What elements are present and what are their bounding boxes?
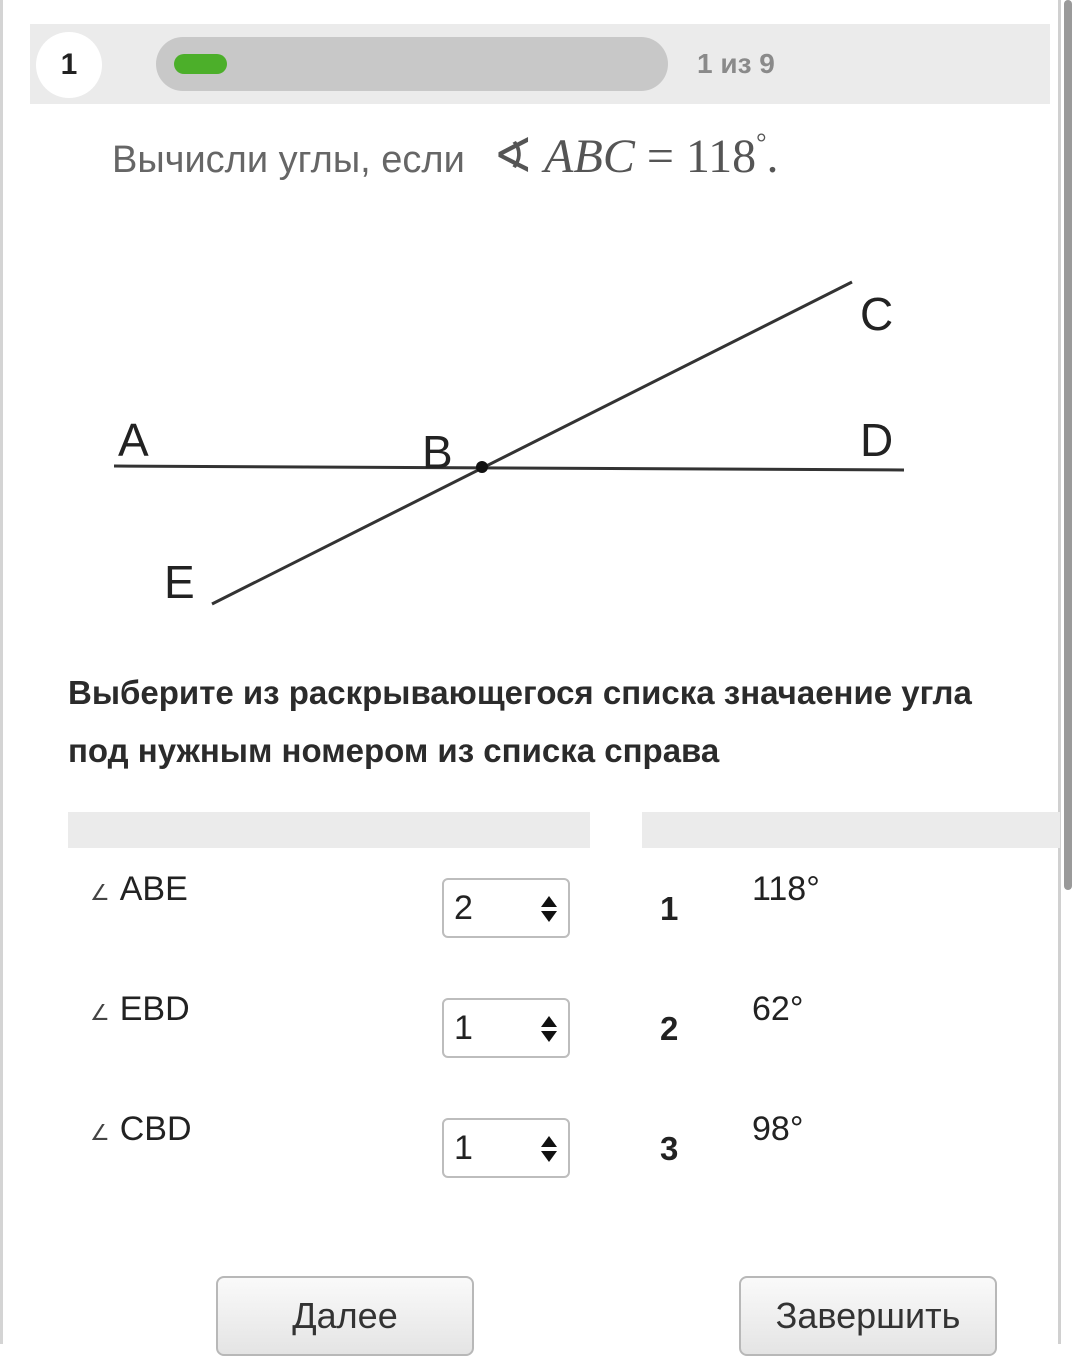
question-number-badge: 1 [36,32,102,98]
selected-value: 2 [454,889,473,927]
scrollbar[interactable] [1064,0,1072,890]
finish-button[interactable]: Завершить [739,1276,997,1356]
equals-sign: = [646,130,674,183]
option-number: 3 [660,1130,679,1167]
angle-label-abe [90,870,188,909]
select-arrows-icon [540,1012,558,1046]
point-b-dot [476,461,488,473]
progress-bar-fill [174,54,227,74]
question-formula [493,128,779,184]
angles-column-header [68,812,590,848]
option-value: 98° [752,1110,804,1148]
line-ec [212,282,852,604]
angle-name: CBD [119,1110,192,1148]
label-d: D [860,414,894,466]
angle-label-cbd [90,1110,192,1149]
progress-bar [156,37,668,91]
option-number: 2 [660,1010,679,1047]
line-ad [114,466,904,470]
question-counter: 1 из 9 [697,48,775,79]
answer-select-cbd[interactable] [442,1118,570,1178]
angle-label-ebd [90,990,190,1029]
degree-sign: ° [756,128,767,157]
select-arrows-icon [540,892,558,926]
question-text [112,128,779,192]
option-value: 62° [752,990,804,1028]
angle-name: EBD [119,990,190,1028]
page-border-right [1058,0,1061,1344]
angle-icon: ∠ [90,880,110,905]
option-number: 1 [660,890,679,927]
option-value: 118° [752,870,820,908]
answer-select-abe[interactable] [442,878,570,938]
geometry-figure [100,260,940,620]
label-e: E [164,556,195,608]
angle-value: 118 [685,130,757,183]
label-b: B [422,426,453,478]
instruction-text: Выберите из раскрывающегося списка значаение угла под нужным номером из списка справа [68,674,972,769]
selected-value: 1 [454,1129,473,1167]
angle-icon: ∠ [90,1000,110,1025]
selected-value: 1 [454,1009,473,1047]
values-column-header [642,812,1060,848]
label-a: A [118,414,149,466]
angle-name: ABE [119,870,188,908]
angle-symbol: ∢ [492,130,534,183]
question-period: . [766,130,779,183]
answer-select-ebd[interactable] [442,998,570,1058]
angle-name: ABC [544,130,635,183]
select-arrows-icon [540,1132,558,1166]
label-c: C [860,288,894,340]
next-button[interactable]: Далее [216,1276,474,1356]
page-border-left [0,0,3,1344]
angle-icon: ∠ [90,1120,110,1145]
question-prompt: Вычисли углы, если [112,139,465,181]
